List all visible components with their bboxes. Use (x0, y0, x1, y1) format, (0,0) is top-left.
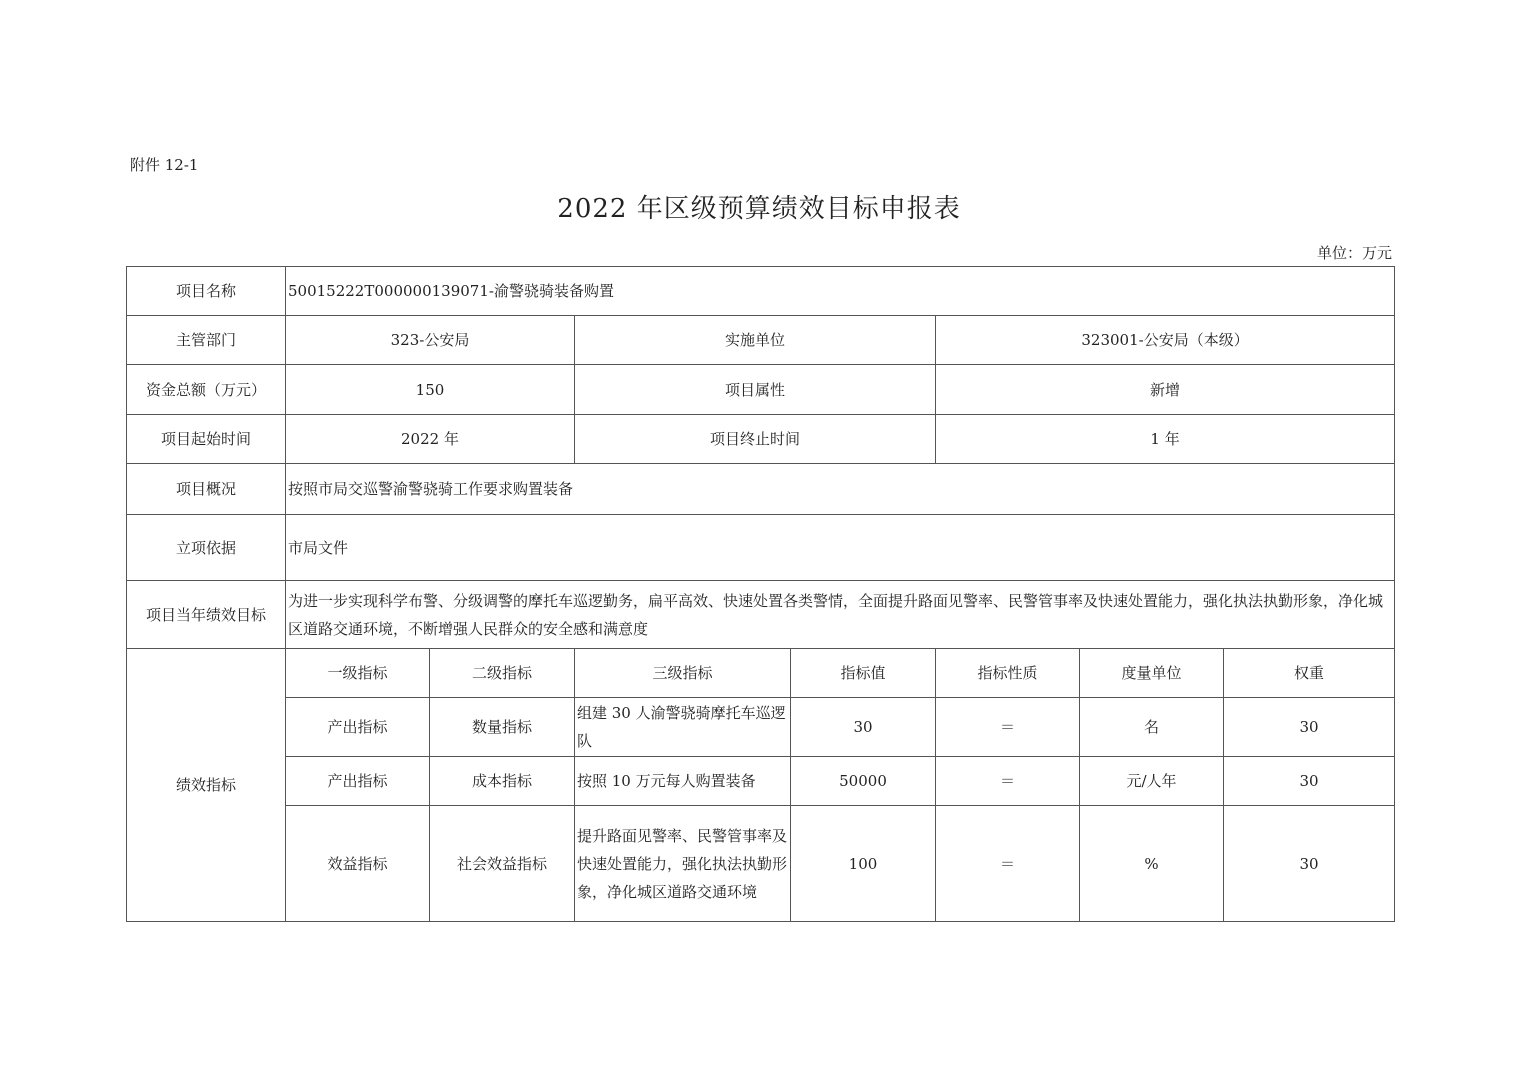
level1-cell: 产出指标 (286, 698, 430, 757)
nature-cell: ＝ (936, 698, 1080, 757)
row-overview (127, 464, 1395, 515)
row-department (127, 316, 1395, 365)
impl-value: 323001-公安局（本级） (936, 316, 1395, 365)
goal-label: 项目当年绩效目标 (127, 581, 286, 649)
unit-cell: % (1080, 806, 1224, 922)
start-label: 项目起始时间 (127, 415, 286, 464)
weight-cell: 30 (1224, 698, 1395, 757)
header-level2: 二级指标 (430, 649, 575, 698)
fund-label: 资金总额（万元） (127, 365, 286, 415)
basis-value: 市局文件 (286, 515, 1395, 581)
end-value: 1 年 (936, 415, 1395, 464)
nature-cell: ＝ (936, 757, 1080, 806)
row-project-name (127, 267, 1395, 316)
level2-cell: 成本指标 (430, 757, 575, 806)
level2-cell: 社会效益指标 (430, 806, 575, 922)
unit-cell: 名 (1080, 698, 1224, 757)
header-level3: 三级指标 (575, 649, 791, 698)
value-cell: 30 (791, 698, 936, 757)
header-value: 指标值 (791, 649, 936, 698)
attr-value: 新增 (936, 365, 1395, 415)
fund-value: 150 (286, 365, 575, 415)
row-goal (127, 581, 1395, 649)
value-cell: 100 (791, 806, 936, 922)
row-time (127, 415, 1395, 464)
attr-label: 项目属性 (575, 365, 936, 415)
header-unit: 度量单位 (1080, 649, 1224, 698)
row-fund (127, 365, 1395, 415)
start-value: 2022 年 (286, 415, 575, 464)
project-name-label: 项目名称 (127, 267, 286, 316)
header-weight: 权重 (1224, 649, 1395, 698)
level1-cell: 产出指标 (286, 757, 430, 806)
basis-label: 立项依据 (127, 515, 286, 581)
project-name-value: 50015222T000000139071-渝警骁骑装备购置 (286, 267, 1395, 316)
level3-cell: 组建 30 人渝警骁骑摩托车巡逻队 (575, 698, 791, 757)
table-row (127, 757, 1395, 806)
page-title: 2022 年区级预算绩效目标申报表 (557, 194, 961, 224)
performance-target-table (126, 266, 1395, 922)
goal-value: 为进一步实现科学布警、分级调警的摩托车巡逻勤务，扁平高效、快速处置各类警情，全面提升路面见警率、民警管事率及快速处置能力，强化执法执勤形象，净化城区道路交通环境，不断增强人民群众的安全感和满意度 (286, 581, 1395, 649)
end-label: 项目终止时间 (575, 415, 936, 464)
value-cell: 50000 (791, 757, 936, 806)
overview-label: 项目概况 (127, 464, 286, 515)
table-row (127, 698, 1395, 757)
unit-label: 单位：万元 (1316, 244, 1392, 262)
indicators-label: 绩效指标 (127, 649, 286, 922)
level3-cell: 提升路面见警率、民警管事率及快速处置能力，强化执法执勤形象，净化城区道路交通环境 (575, 806, 791, 922)
indicator-header-row (127, 649, 1395, 698)
header-level1: 一级指标 (286, 649, 430, 698)
weight-cell: 30 (1224, 806, 1395, 922)
attachment-label: 附件 12-1 (130, 156, 199, 174)
nature-cell: ＝ (936, 806, 1080, 922)
unit-cell: 元/人年 (1080, 757, 1224, 806)
header-nature: 指标性质 (936, 649, 1080, 698)
dept-value: 323-公安局 (286, 316, 575, 365)
dept-label: 主管部门 (127, 316, 286, 365)
impl-label: 实施单位 (575, 316, 936, 365)
table-row (127, 806, 1395, 922)
level3-cell: 按照 10 万元每人购置装备 (575, 757, 791, 806)
row-basis (127, 515, 1395, 581)
level2-cell: 数量指标 (430, 698, 575, 757)
level1-cell: 效益指标 (286, 806, 430, 922)
weight-cell: 30 (1224, 757, 1395, 806)
overview-value: 按照市局交巡警渝警骁骑工作要求购置装备 (286, 464, 1395, 515)
